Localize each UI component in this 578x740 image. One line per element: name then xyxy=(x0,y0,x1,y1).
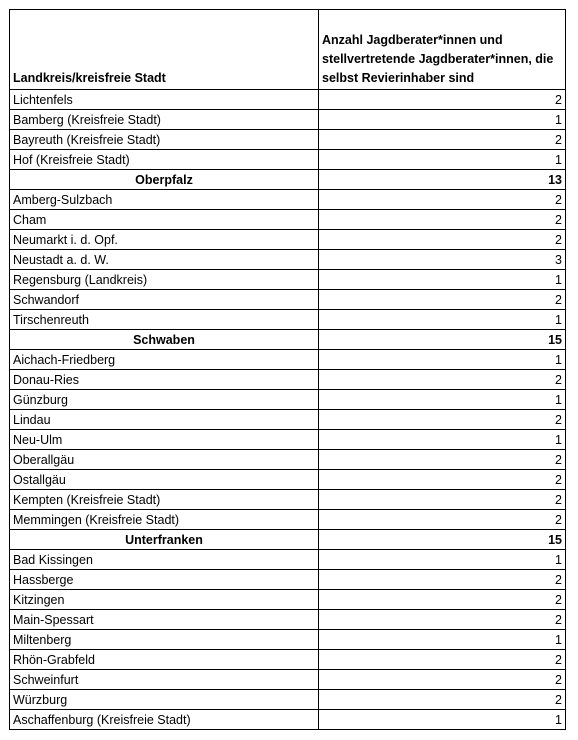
table-row xyxy=(10,230,566,250)
district-name-cell: Ostallgäu xyxy=(10,470,319,490)
table-row xyxy=(10,130,566,150)
count-cell: 2 xyxy=(319,290,566,310)
table-row xyxy=(10,590,566,610)
table-row xyxy=(10,370,566,390)
district-name-cell: Tirschenreuth xyxy=(10,310,319,330)
count-cell: 2 xyxy=(319,450,566,470)
table-row xyxy=(10,410,566,430)
count-cell: 2 xyxy=(319,210,566,230)
district-name-cell: Aschaffenburg (Kreisfreie Stadt) xyxy=(10,710,319,730)
district-name-cell: Hassberge xyxy=(10,570,319,590)
table-row xyxy=(10,610,566,630)
district-name-cell: Hof (Kreisfreie Stadt) xyxy=(10,150,319,170)
district-name-cell: Bad Kissingen xyxy=(10,550,319,570)
header-row xyxy=(10,10,566,90)
count-cell: 1 xyxy=(319,710,566,730)
region-row xyxy=(10,530,566,550)
table-row xyxy=(10,690,566,710)
district-name-cell: Regensburg (Landkreis) xyxy=(10,270,319,290)
table-row xyxy=(10,270,566,290)
count-cell: 2 xyxy=(319,690,566,710)
table-row xyxy=(10,150,566,170)
count-cell: 1 xyxy=(319,430,566,450)
count-cell: 2 xyxy=(319,190,566,210)
district-name-cell: Neu-Ulm xyxy=(10,430,319,450)
district-name-cell: Oberallgäu xyxy=(10,450,319,470)
table-row xyxy=(10,110,566,130)
count-cell: 2 xyxy=(319,230,566,250)
table-row xyxy=(10,190,566,210)
count-cell: 1 xyxy=(319,270,566,290)
count-cell: 2 xyxy=(319,570,566,590)
district-name-cell: Schwandorf xyxy=(10,290,319,310)
count-column-header: Anzahl Jagdberater*innen und stellvertretende Jagdberater*innen, die selbst Revierinhaber sind xyxy=(319,10,566,90)
district-name-cell: Rhön-Grabfeld xyxy=(10,650,319,670)
table-row xyxy=(10,650,566,670)
count-cell: 2 xyxy=(319,490,566,510)
count-cell: 2 xyxy=(319,370,566,390)
count-cell: 1 xyxy=(319,550,566,570)
table-row xyxy=(10,490,566,510)
district-name-cell: Memmingen (Kreisfreie Stadt) xyxy=(10,510,319,530)
count-cell: 3 xyxy=(319,250,566,270)
district-column-header: Landkreis/kreisfreie Stadt xyxy=(10,10,319,90)
region-row xyxy=(10,170,566,190)
district-name-cell: Bayreuth (Kreisfreie Stadt) xyxy=(10,130,319,150)
data-table xyxy=(9,9,566,730)
count-cell: 2 xyxy=(319,410,566,430)
district-name-cell: Donau-Ries xyxy=(10,370,319,390)
district-name-cell: Günzburg xyxy=(10,390,319,410)
region-count-cell: 15 xyxy=(319,530,566,550)
count-cell: 2 xyxy=(319,670,566,690)
count-cell: 2 xyxy=(319,590,566,610)
count-cell: 2 xyxy=(319,510,566,530)
table-row xyxy=(10,670,566,690)
region-count-cell: 15 xyxy=(319,330,566,350)
table-row xyxy=(10,390,566,410)
count-cell: 1 xyxy=(319,150,566,170)
table-row xyxy=(10,450,566,470)
table-row xyxy=(10,350,566,370)
table-row xyxy=(10,470,566,490)
count-cell: 1 xyxy=(319,350,566,370)
table-row xyxy=(10,210,566,230)
district-name-cell: Neumarkt i. d. Opf. xyxy=(10,230,319,250)
district-name-cell: Amberg-Sulzbach xyxy=(10,190,319,210)
count-cell: 1 xyxy=(319,110,566,130)
table-row xyxy=(10,570,566,590)
table-row xyxy=(10,430,566,450)
count-cell: 2 xyxy=(319,650,566,670)
district-name-cell: Lichtenfels xyxy=(10,90,319,110)
count-cell: 1 xyxy=(319,310,566,330)
district-name-cell: Bamberg (Kreisfreie Stadt) xyxy=(10,110,319,130)
district-name-cell: Neustadt a. d. W. xyxy=(10,250,319,270)
count-cell: 2 xyxy=(319,470,566,490)
table-body xyxy=(10,90,566,730)
region-count-cell: 13 xyxy=(319,170,566,190)
district-name-cell: Kitzingen xyxy=(10,590,319,610)
table-row xyxy=(10,90,566,110)
district-name-cell: Main-Spessart xyxy=(10,610,319,630)
count-cell: 1 xyxy=(319,630,566,650)
region-name-cell: Oberpfalz xyxy=(10,170,319,190)
count-cell: 2 xyxy=(319,610,566,630)
district-name-cell: Lindau xyxy=(10,410,319,430)
table-row xyxy=(10,550,566,570)
table-row xyxy=(10,290,566,310)
district-name-cell: Kempten (Kreisfreie Stadt) xyxy=(10,490,319,510)
district-name-cell: Würzburg xyxy=(10,690,319,710)
district-name-cell: Miltenberg xyxy=(10,630,319,650)
table-row xyxy=(10,250,566,270)
district-name-cell: Aichach-Friedberg xyxy=(10,350,319,370)
count-cell: 2 xyxy=(319,90,566,110)
table-row xyxy=(10,510,566,530)
count-cell: 2 xyxy=(319,130,566,150)
table-row xyxy=(10,710,566,730)
table-row xyxy=(10,310,566,330)
region-name-cell: Schwaben xyxy=(10,330,319,350)
region-row xyxy=(10,330,566,350)
region-name-cell: Unterfranken xyxy=(10,530,319,550)
district-name-cell: Cham xyxy=(10,210,319,230)
district-name-cell: Schweinfurt xyxy=(10,670,319,690)
count-cell: 1 xyxy=(319,390,566,410)
table-row xyxy=(10,630,566,650)
